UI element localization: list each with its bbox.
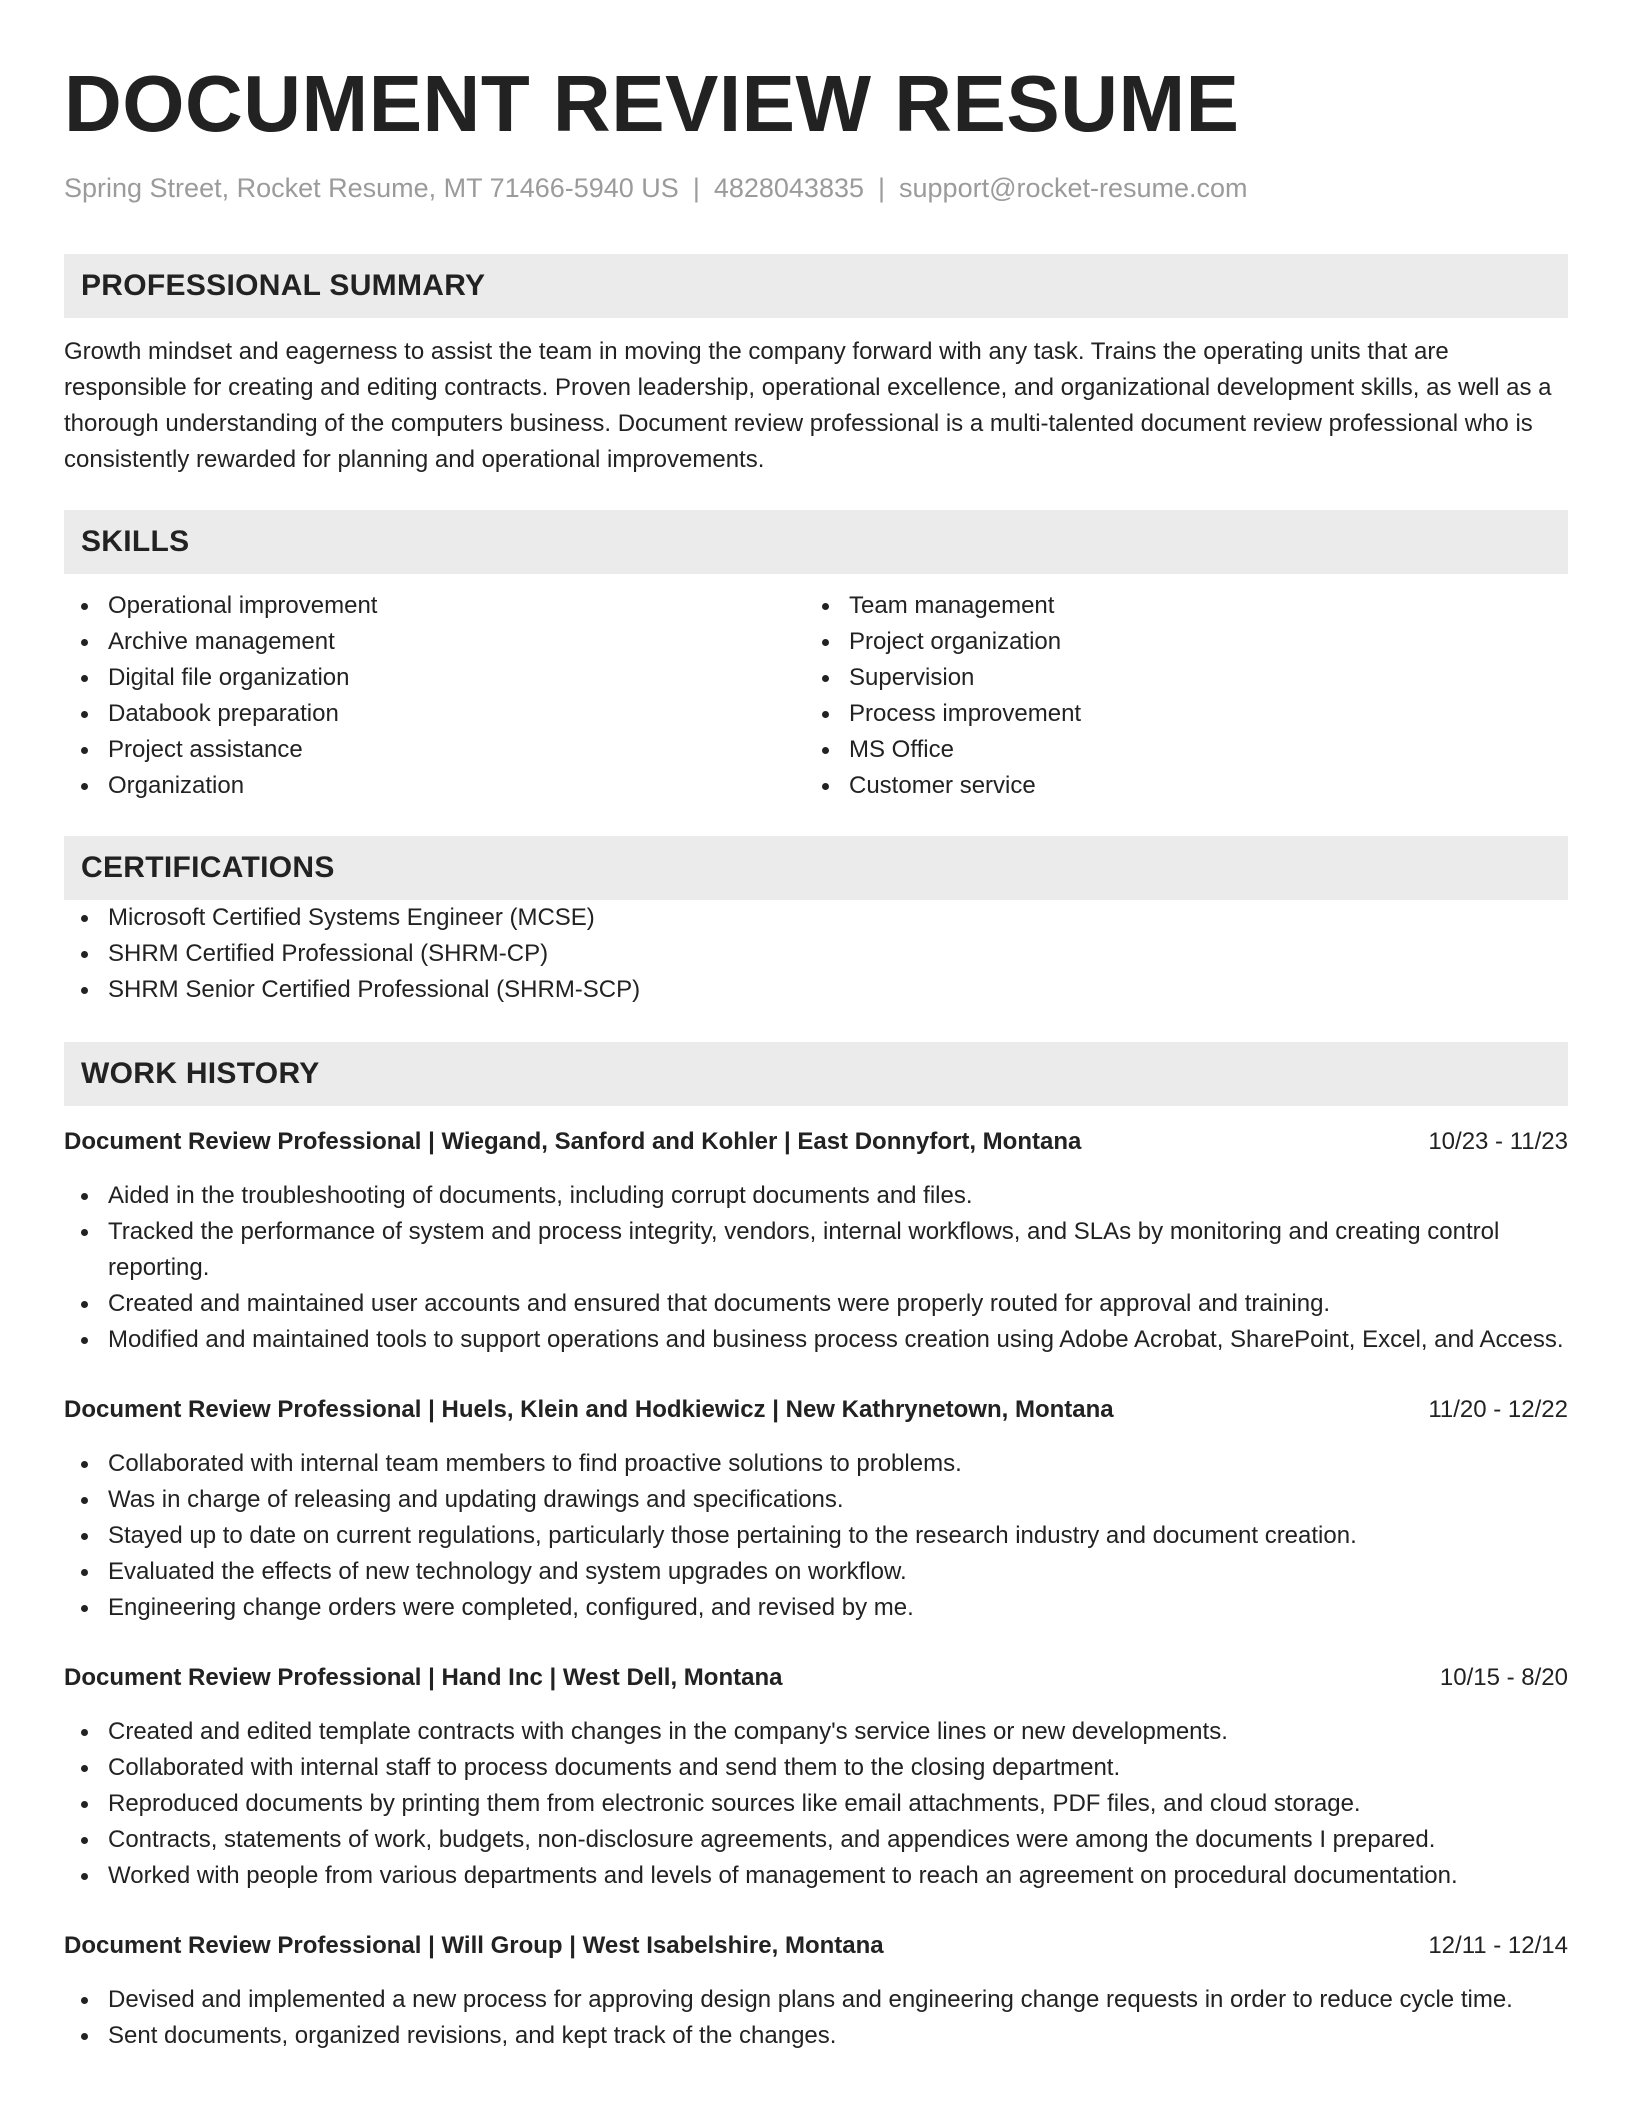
contact-separator: | [692,173,700,203]
certification-item: Microsoft Certified Systems Engineer (MCSE) [64,900,1568,936]
job-bullet: Tracked the performance of system and process integrity, vendors, internal workflows, and SLAs by monitoring and creating control reporting. [64,1214,1568,1286]
certifications-section-header [64,836,1568,900]
job-bullet: Worked with people from various departments and levels of management to reach an agreement on procedural documentation. [64,1858,1568,1894]
job-bullet: Was in charge of releasing and updating drawings and specifications. [64,1482,1568,1518]
job-entry [64,1392,1568,1626]
job-bullet: Reproduced documents by printing them from electronic sources like email attachments, PDF files, and cloud storage. [64,1786,1568,1822]
certification-item: SHRM Senior Certified Professional (SHRM-SCP) [64,972,1568,1008]
skills-section-header [64,510,1568,574]
skill-item: Supervision [805,660,1546,696]
job-bullet: Contracts, statements of work, budgets, non-disclosure agreements, and appendices were among the documents I prepared. [64,1822,1568,1858]
job-bullet: Stayed up to date on current regulations, particularly those pertaining to the research industry and document creation. [64,1518,1568,1554]
job-title: Document Review Professional | Will Group | West Isabelshire, Montana [64,1932,884,1959]
certifications-heading: CERTIFICATIONS [81,851,335,884]
contact-line [64,170,1568,206]
skill-item: Customer service [805,768,1546,804]
job-dates: 11/20 - 12/22 [1428,1396,1568,1423]
job-entry [64,1928,1568,2054]
skill-item: Operational improvement [64,588,805,624]
job-title: Document Review Professional | Hand Inc | West Dell, Montana [64,1664,783,1691]
job-header [64,1660,1568,1696]
contact-address: Spring Street, Rocket Resume, MT 71466-5940 US [64,173,679,203]
job-title: Document Review Professional | Wiegand, Sanford and Kohler | East Donnyfort, Montana [64,1128,1082,1155]
job-bullet: Sent documents, organized revisions, and kept track of the changes. [64,2018,1568,2054]
skill-item: Archive management [64,624,805,660]
job-bullet: Collaborated with internal staff to process documents and send them to the closing department. [64,1750,1568,1786]
job-dates: 10/23 - 11/23 [1428,1128,1568,1155]
skill-item: Team management [805,588,1546,624]
page-title: DOCUMENT REVIEW RESUME [64,59,1240,148]
skill-item: Project assistance [64,732,805,768]
job-title: Document Review Professional | Huels, Klein and Hodkiewicz | New Kathrynetown, Montana [64,1396,1114,1423]
job-header [64,1392,1568,1428]
job-dates: 12/11 - 12/14 [1428,1932,1568,1959]
skills-list-right [805,588,1546,804]
contact-email: support@rocket-resume.com [899,173,1248,203]
skill-item: Process improvement [805,696,1546,732]
job-dates: 10/15 - 8/20 [1439,1664,1568,1691]
job-bullet: Engineering change orders were completed, configured, and revised by me. [64,1590,1568,1626]
job-header [64,1928,1568,1964]
skill-item: MS Office [805,732,1546,768]
job-bullets [64,1982,1568,2054]
work-history-heading: WORK HISTORY [81,1057,320,1090]
summary-section-header [64,254,1568,318]
job-bullets [64,1714,1568,1894]
job-bullet: Collaborated with internal team members to find proactive solutions to problems. [64,1446,1568,1482]
summary-text: Growth mindset and eagerness to assist the team in moving the company forward with any task. Trains the operating units that are responsible for creating and editing contracts. Proven leadership, operational excellence, and organizational development skills, as well as a thorough understanding of the computers business. Document review professional is a multi-talented document review professional who is consistently rewarded for planning and operational improvements. [64,338,1552,473]
skill-item: Organization [64,768,805,804]
contact-separator: | [878,173,886,203]
job-bullet: Created and maintained user accounts and ensured that documents were properly routed for approval and training. [64,1286,1568,1322]
work-history-section-header [64,1042,1568,1106]
skill-item: Databook preparation [64,696,805,732]
job-bullets [64,1178,1568,1358]
skill-item: Project organization [805,624,1546,660]
certification-item: SHRM Certified Professional (SHRM-CP) [64,936,1568,972]
certifications-list [64,900,1568,1008]
job-bullets [64,1446,1568,1626]
skill-item: Digital file organization [64,660,805,696]
skills-heading: SKILLS [81,525,190,558]
skills-list-left [64,588,805,804]
job-bullet: Modified and maintained tools to support operations and business process creation using Adobe Acrobat, SharePoint, Excel, and Access. [64,1322,1568,1358]
job-header [64,1124,1568,1160]
job-entry [64,1660,1568,1894]
job-bullet: Aided in the troubleshooting of documents, including corrupt documents and files. [64,1178,1568,1214]
summary-heading: PROFESSIONAL SUMMARY [81,269,486,302]
job-bullet: Evaluated the effects of new technology and system upgrades on workflow. [64,1554,1568,1590]
job-bullet: Devised and implemented a new process for approving design plans and engineering change requests in order to reduce cycle time. [64,1982,1568,2018]
job-entry [64,1124,1568,1358]
job-bullet: Created and edited template contracts with changes in the company's service lines or new developments. [64,1714,1568,1750]
skills-grid [64,588,1568,804]
contact-phone: 4828043835 [713,173,864,203]
